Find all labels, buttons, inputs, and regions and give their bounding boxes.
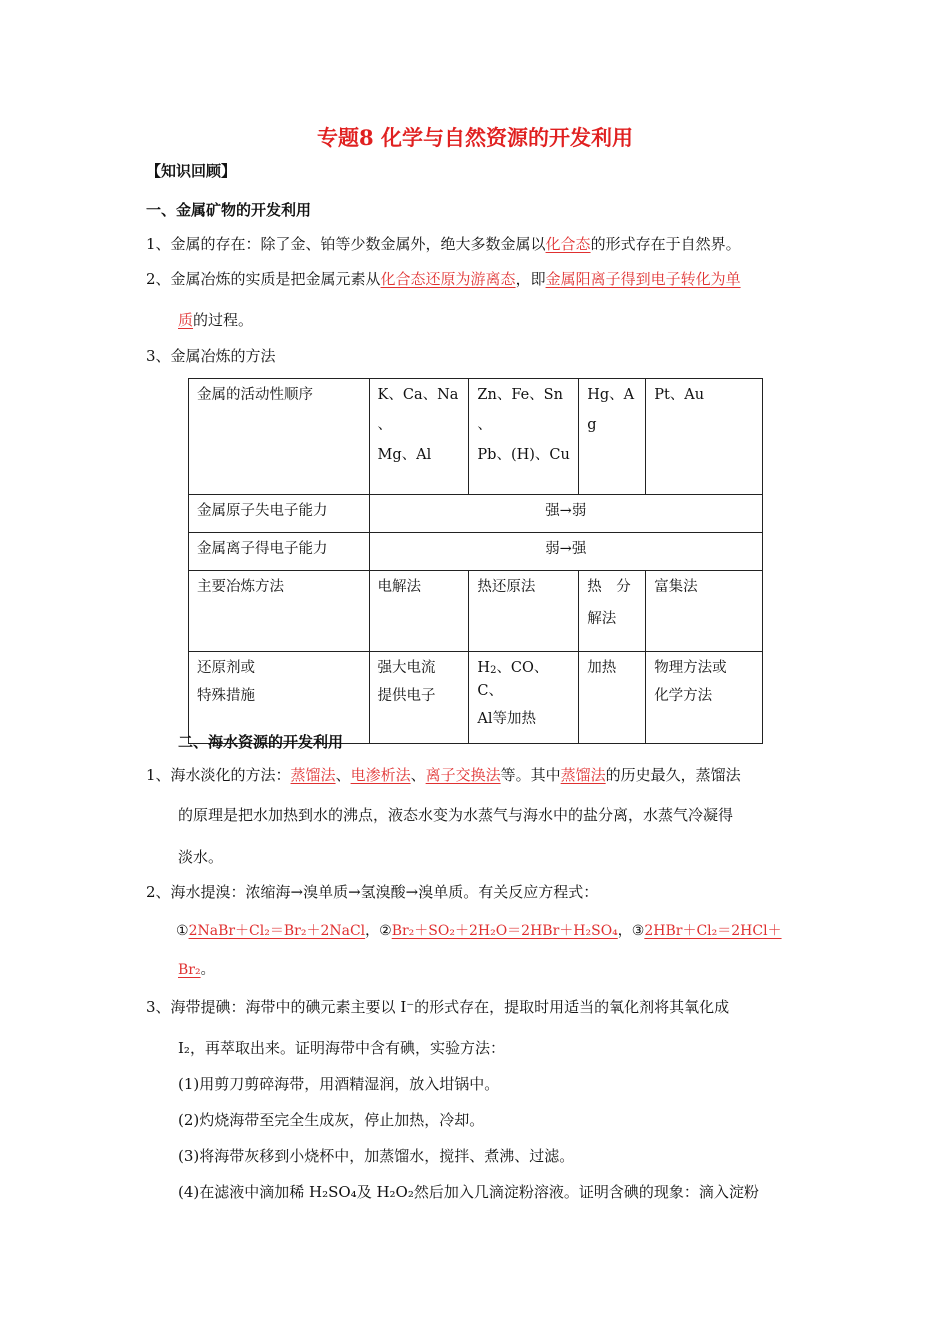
text: 、 <box>335 766 351 784</box>
table-cell: 主要冶炼方法 <box>189 571 370 652</box>
text: 1、海水淡化的方法： <box>146 766 291 784</box>
cell-line: 化学方法 <box>654 688 713 704</box>
table-cell <box>646 652 763 744</box>
text: 、 <box>410 766 426 784</box>
text: 2、金属冶炼的实质是把金属元素从 <box>146 270 381 288</box>
cell-line: Zn、Fe、Sn <box>477 387 563 403</box>
equation-number: ③ <box>631 923 645 939</box>
cell-line: 物理方法或 <box>654 660 727 676</box>
table-cell: 加热 <box>579 652 646 744</box>
equation-number: ① <box>176 923 189 939</box>
table-cell: 金属离子得电子能力 <box>189 533 370 571</box>
text: 1、金属的存在：除了金、铂等少数金属外，绝大多数金属以 <box>146 235 546 253</box>
equations-line-2 <box>178 959 215 981</box>
table-cell: 热还原法 <box>469 571 579 652</box>
text: ，即 <box>515 270 546 288</box>
paragraph-1-2-cont <box>178 309 253 331</box>
paragraph-2-3: 3、海带提碘：海带中的碘元素主要以 I⁻的形式存在，提取时用适当的氧化剂将其氧化成 <box>146 998 730 1016</box>
cell-line: 提供电子 <box>377 688 436 704</box>
paragraph-1-3: 3、金属冶炼的方法 <box>146 347 276 365</box>
paragraph-2-1-line3: 淡水。 <box>178 848 224 866</box>
review-heading: 【知识回顾】 <box>146 162 237 180</box>
equation: 2HBr＋Cl₂＝2HCl＋ <box>644 923 782 939</box>
table-cell: 富集法 <box>646 571 763 652</box>
equation: 2NaBr＋Cl₂＝Br₂＋2NaCl <box>188 923 366 939</box>
cell-line: 、 <box>377 417 393 433</box>
cell-line: 解法 <box>587 611 617 627</box>
table-cell: 电解法 <box>369 571 469 652</box>
text: 的过程。 <box>193 311 254 329</box>
cell-line: g <box>587 417 597 433</box>
text: ， <box>365 923 380 939</box>
text: ， <box>617 923 632 939</box>
table-cell <box>579 571 646 652</box>
paragraph-1-1 <box>146 233 741 255</box>
text: 的历史最久，蒸馏法 <box>605 766 741 784</box>
table-cell <box>369 379 469 495</box>
cell-line: 、 <box>477 417 492 433</box>
key-term: 化合态 <box>545 235 591 253</box>
equation: Br₂ <box>178 962 201 978</box>
step-4: (4)在滤液中滴加稀 H₂SO₄及 H₂O₂然后加入几滴淀粉溶液。证明含碘的现象：滴入淀粉 <box>178 1183 759 1201</box>
table-cell <box>469 652 579 744</box>
text: 。 <box>200 962 215 978</box>
cell-line: Mg、Al <box>377 447 432 463</box>
cell-line: Al等加热 <box>477 711 537 727</box>
table-row <box>189 652 763 744</box>
table-row <box>189 533 763 571</box>
table-cell: 金属原子失电子能力 <box>189 495 370 533</box>
key-term: 蒸馏法 <box>560 766 606 784</box>
key-term: 蒸馏法 <box>290 766 336 784</box>
subscript: 2 <box>490 665 497 676</box>
paragraph-2-2: 2、海水提溴：浓缩海→溴单质→氢溴酸→溴单质。有关反应方程式： <box>146 883 599 901</box>
cell-line <box>477 658 570 701</box>
table-cell: 金属的活动性顺序 <box>189 379 370 495</box>
cell-line: K、Ca、Na <box>377 387 459 403</box>
metal-smelting-table <box>188 378 763 744</box>
table-cell <box>369 652 469 744</box>
table-cell <box>469 379 579 495</box>
section2-heading: 二、海水资源的开发利用 <box>178 733 344 751</box>
table-row <box>189 379 763 495</box>
paragraph-2-1 <box>146 764 741 786</box>
table-row <box>189 571 763 652</box>
section1-heading: 一、金属矿物的开发利用 <box>146 201 312 219</box>
equation-number: ② <box>379 923 392 939</box>
equation: Br₂＋SO₂＋2H₂O＝2HBr＋H₂SO₄ <box>391 923 618 939</box>
table-cell <box>189 652 370 744</box>
step-1: (1)用剪刀剪碎海带，用酒精湿润，放入坩锅中。 <box>178 1075 500 1093</box>
step-2: (2)灼烧海带至完全生成灰，停止加热，冷却。 <box>178 1111 485 1129</box>
table-cell: 强→弱 <box>369 495 762 533</box>
step-3: (3)将海带灰移到小烧杯中，加蒸馏水，搅拌、煮沸、过滤。 <box>178 1147 575 1165</box>
text: 、CO、C、 <box>477 660 549 699</box>
text: 的形式存在于自然界。 <box>590 235 741 253</box>
paragraph-2-3-line2: I₂，再萃取出来。证明海带中含有碘，实验方法： <box>178 1039 505 1057</box>
key-term: 化合态还原为游离态 <box>380 270 516 288</box>
text: H <box>477 660 491 676</box>
paragraph-1-2 <box>146 268 741 290</box>
key-term: 电渗析法 <box>350 766 411 784</box>
table-cell: Pt、Au <box>646 379 763 495</box>
equations-line <box>176 920 782 942</box>
table-row <box>189 495 763 533</box>
cell-line: Hg、A <box>587 387 635 403</box>
table-cell <box>579 379 646 495</box>
key-term: 质 <box>178 311 194 329</box>
paragraph-2-1-line2: 的原理是把水加热到水的沸点，液态水变为水蒸气与海水中的盐分离，水蒸气冷凝得 <box>178 806 734 824</box>
text: 等。其中 <box>500 766 561 784</box>
key-term: 金属阳离子得到电子转化为单 <box>545 270 741 288</box>
cell-line: 还原剂或 <box>197 660 255 676</box>
cell-line: 强大电流 <box>377 660 436 676</box>
cell-line: 特殊措施 <box>197 688 255 704</box>
cell-line: Pb、(H)、Cu <box>477 447 570 463</box>
key-term: 离子交换法 <box>425 766 501 784</box>
cell-line: 热 分 <box>587 579 631 595</box>
table-cell: 弱→强 <box>369 533 762 571</box>
page-title: 专题8 化学与自然资源的开发利用 <box>317 125 633 150</box>
